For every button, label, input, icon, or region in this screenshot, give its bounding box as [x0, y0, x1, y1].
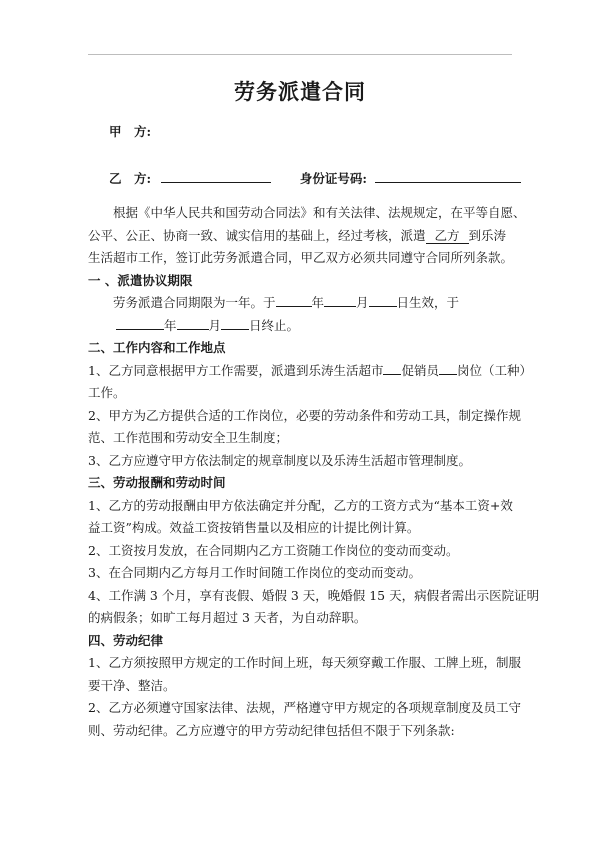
party-b-blank: [161, 170, 271, 183]
term-line-2: 年 月 日终止。: [88, 315, 512, 338]
start-year-blank: [276, 294, 312, 307]
party-b-row: [109, 169, 521, 187]
preamble-line-2: 公平、公正、协商一致、诚实信用的基础上，经过考核，派遣 乙方 到乐涛: [88, 227, 507, 243]
end-year-blank: [116, 317, 164, 330]
header-divider: [88, 54, 512, 55]
party-a-field: [109, 122, 151, 140]
clause-4-1: 1、乙方须按照甲方规定的工作时间上班，每天须穿戴工作服、工牌上班，制服: [88, 655, 521, 670]
clause-3-3: 3、在合同期内乙方每月工作时间随工作岗位的变动而变动。: [88, 565, 421, 580]
clause-2-1-cont: 工作。: [88, 385, 126, 400]
preamble-line-3: 生活超市工作，签订此劳务派遣合同，甲乙双方必须共同遵守合同所列条款。: [88, 250, 514, 265]
preamble-line-1: 根据《中华人民共和国劳动合同法》和有关法律、法规规定，在平等自愿、: [113, 205, 526, 220]
start-day-blank: [369, 294, 397, 307]
clause-4-1-cont: 要干净、整洁。: [88, 677, 176, 693]
end-day-blank: [221, 317, 249, 330]
id-number-blank: [375, 170, 521, 183]
end-month-blank: [177, 317, 209, 330]
section-4-heading: 四、劳动纪律: [88, 632, 164, 648]
clause-2-3: 3、乙方应遵守甲方依法制定的规章制度以及乐涛生活超市管理制度。: [88, 452, 471, 468]
party-b-label: 乙 方:: [109, 171, 152, 186]
clause-3-4-cont: 的病假条；如旷工每月超过 3 天者，为自动辞职。: [88, 610, 367, 625]
start-month-blank: [324, 294, 356, 307]
clause-4-2: 2、乙方必须遵守国家法律、法规，严格遵守甲方规定的各项规章制度及员工守: [88, 700, 521, 715]
clause-2-2-cont: 范、工作范围和劳动安全卫生制度；: [88, 430, 289, 445]
clause-2-1: 1、乙方同意根据甲方工作需要，派遣到乐涛生活超市 促销员 岗位（工种）: [88, 362, 532, 378]
clause-3-2: 2、工资按月发放，在合同期内乙方工资随工作岗位的变动而变动。: [88, 542, 459, 558]
party-a-label: 甲 方:: [109, 124, 152, 139]
clause-3-4: 4、工作满 3 个月，享有丧假、婚假 3 天，晚婚假 15 天，病假者需出示医院证明: [88, 587, 540, 603]
clause-4-2-cont: 则、劳动纪律。乙方应遵守的甲方劳动纪律包括但不限于下列条款:: [88, 722, 455, 738]
term-line-1: 劳务派遣合同期限为一年。于 年 月 日生效，于: [113, 295, 460, 310]
clause-3-1: 1、乙方的劳动报酬由甲方依法确定并分配，乙方的工资方式为“基本工资+效: [88, 497, 513, 513]
clause-3-1-cont: 益工资”构成。效益工资按销售量以及相应的计提比例计算。: [88, 520, 420, 535]
section-3-heading: 三、劳动报酬和劳动时间: [88, 475, 226, 490]
document-title: 劳务派遣合同: [234, 79, 366, 104]
contract-body: [88, 202, 540, 742]
section-1-heading: 一 、派遣协议期限: [88, 272, 193, 288]
clause-2-2: 2、甲方为乙方提供合适的工作岗位，必要的劳动条件和劳动工具，制定操作规: [88, 407, 521, 423]
id-number-label: 身份证号码:: [299, 171, 367, 186]
section-2-heading: 二、工作内容和工作地点: [88, 340, 226, 355]
dispatch-party-fill: 乙方: [426, 228, 469, 244]
